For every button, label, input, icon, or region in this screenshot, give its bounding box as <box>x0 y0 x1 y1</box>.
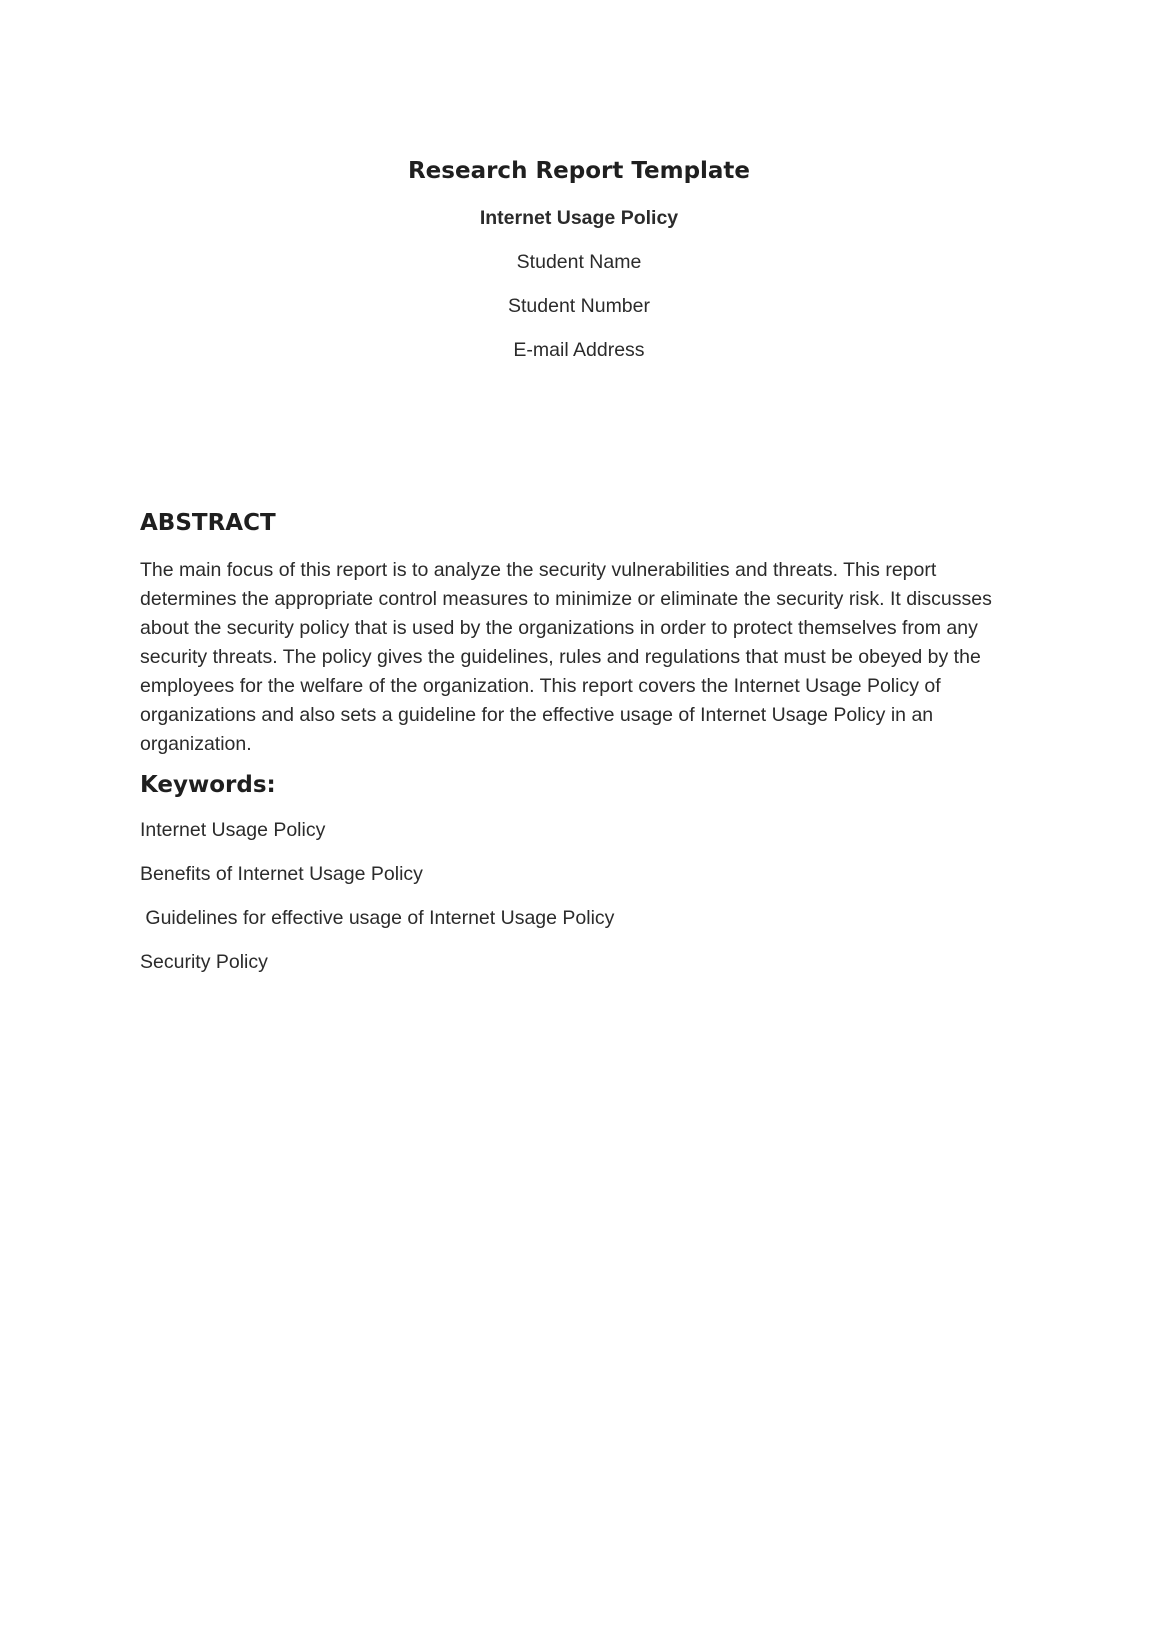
student-name: Student Name <box>516 251 642 273</box>
abstract-body: The main focus of this report is to analyze the security vulnerabilities and threats. This report determines the appropriate control measures to minimize or eliminate the security risk. It discusses about the security policy that is used by the organizations in order to protect themselves from any security threats. The policy gives the guidelines, rules and regulations that must be obeyed by the employees for the welfare of the organization. This report covers the Internet Usage Policy of organizations and also sets a guideline for the effective usage of Internet Usage Policy in an organization. <box>140 559 992 755</box>
student-number: Student Number <box>508 295 650 317</box>
keyword-item: Benefits of Internet Usage Policy <box>140 863 423 885</box>
keywords-heading: Keywords: <box>140 772 276 798</box>
document-title: Research Report Template <box>407 158 751 184</box>
keyword-item: Internet Usage Policy <box>140 819 326 841</box>
keyword-list <box>140 818 614 994</box>
document-subtitle: Internet Usage Policy <box>479 207 679 229</box>
keyword-item: Security Policy <box>140 951 268 973</box>
abstract-heading: ABSTRACT <box>140 510 276 536</box>
email-address: E-mail Address <box>513 339 645 361</box>
keyword-item: Guidelines for effective usage of Internet Usage Policy <box>140 907 615 929</box>
